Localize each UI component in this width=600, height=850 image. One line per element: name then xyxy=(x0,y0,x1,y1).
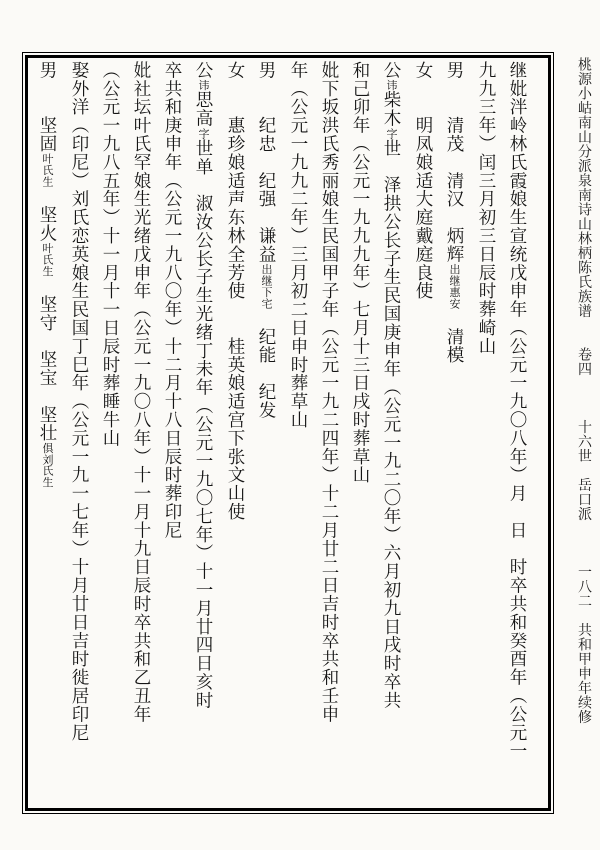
text-column-3 xyxy=(438,61,470,804)
text-column-6 xyxy=(344,61,375,804)
column-text: 女 惠珍娘适声东林全芳使 桂英娘适宫下张文山使 xyxy=(225,61,245,521)
column-text: 坚火 xyxy=(37,187,57,243)
page-frame-inner xyxy=(25,55,551,811)
annotation-small-text: 出继下宅 xyxy=(260,263,273,310)
text-column-4 xyxy=(407,61,438,804)
column-text: 卒共和庚申年（公元一九八〇年）十二月十八日辰时葬印尼 xyxy=(162,61,182,540)
annotation-small-text: 字 xyxy=(385,127,398,140)
annotation-small-text: 讳 xyxy=(385,79,398,91)
annotation-small-text: 叶氏生 xyxy=(41,242,54,277)
text-column-16 xyxy=(31,61,63,804)
column-text: 公 xyxy=(193,61,213,80)
column-text: 男 坚固 xyxy=(37,61,57,153)
annotation-small-text: 讳 xyxy=(197,79,210,91)
annotation-small-text: 叶氏生 xyxy=(41,153,54,188)
column-text: 娶外洋（印尼）刘氏恋英娘生民国丁巳年（公元一九一七年）十月廿日吉时徙居印尼 xyxy=(69,61,89,742)
text-column-11 xyxy=(187,61,219,804)
column-text: 继妣泮岭林氏霞娘生宣统戊申年（公元一九〇八年）月 日 时卒共和癸酉年（公元一 xyxy=(507,61,527,761)
text-column-13 xyxy=(125,61,156,804)
running-title: 桃源小岵南山分派泉南诗山林柄陈氏族谱 卷四 十六世 岳口派 一八二 共和甲申年续修 xyxy=(576,57,592,724)
column-text: 男 纪忠 纪强 谦益 xyxy=(256,61,276,264)
column-text: 九九三年）闰三月初三日辰时葬崎山 xyxy=(476,61,496,356)
column-text: 妣下坂洪氏秀丽娘生民国甲子年（公元一九二四年）十二月廿二日吉时卒共和壬申 xyxy=(319,61,339,724)
column-text: 清模 xyxy=(444,309,464,365)
column-text: 男 清茂 清汉 炳辉 xyxy=(444,61,464,264)
annotation-small-text: 字 xyxy=(197,127,210,140)
column-text: 柴木 xyxy=(381,90,401,128)
column-text: 女 明凤娘适大庭戴庭良使 xyxy=(413,61,433,301)
column-text: 和己卯年（公元一九九九年）七月十三日戌时葬草山 xyxy=(350,61,370,485)
column-text: 年（公元一九九二年）三月初二日申时葬草山 xyxy=(288,61,308,429)
column-text: 坚守 坚宝 坚壮 xyxy=(37,276,57,443)
column-text: 纪能 纪发 xyxy=(256,309,276,420)
text-column-2 xyxy=(470,61,501,804)
column-text: （公元一九八五年）十一月十一日辰时葬睡牛山 xyxy=(100,61,120,448)
annotation-small-text: 出继惠安 xyxy=(448,263,461,310)
text-column-9 xyxy=(250,61,282,804)
page-frame-outer xyxy=(22,52,554,814)
text-column-12 xyxy=(156,61,187,804)
text-column-10 xyxy=(219,61,250,804)
column-text: 世 泽拱公长子生民国庚申年（公元一九二〇年）六月初九日戌时卒共 xyxy=(381,139,401,710)
annotation-small-text: 俱刘氏生 xyxy=(41,442,54,488)
text-column-14 xyxy=(94,61,125,804)
column-text: 思高 xyxy=(193,90,213,128)
text-column-7 xyxy=(313,61,344,804)
text-column-5 xyxy=(375,61,407,804)
text-column-15 xyxy=(63,61,94,804)
genealogy-text xyxy=(28,58,548,808)
column-text: 公 xyxy=(381,61,401,80)
column-text: 妣社坛叶氏罕娘生光绪戊申年（公元一九〇八年）十一月十九日辰时卒共和乙丑年 xyxy=(131,61,151,724)
column-text: 世单 淑汝公长子生光绪丁未年（公元一九〇七年）十一月廿四日亥时 xyxy=(193,139,213,710)
text-column-1 xyxy=(501,61,532,804)
text-column-8 xyxy=(282,61,313,804)
